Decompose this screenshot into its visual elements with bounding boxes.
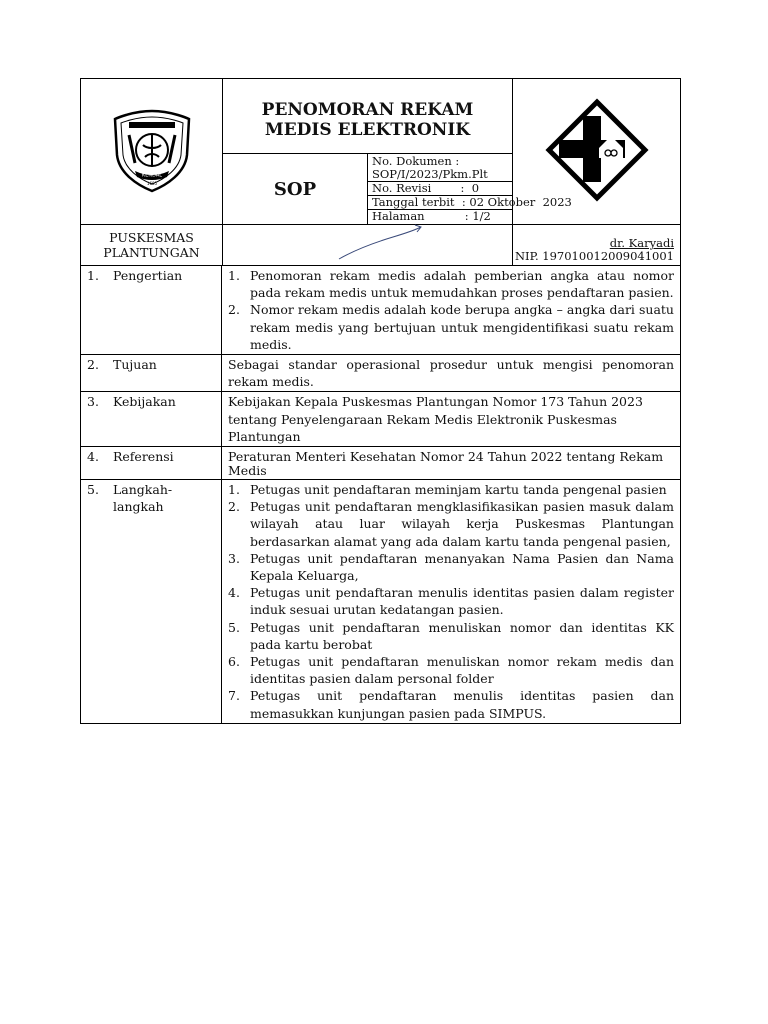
sop-document (80, 78, 681, 724)
header-table (80, 78, 681, 266)
list-item: 7. Petugas unit pendaftaran menulis identitas pasien dan memasukkan kunjungan pasien pada SIMPUS. (228, 688, 674, 721)
signature-cell (223, 225, 513, 266)
doc-number-value: SOP/I/2023/Pkm.Plt (372, 167, 488, 182)
organization-name: PUSKESMAS PLANTUNGAN (81, 225, 223, 266)
section-number: 3. (87, 394, 99, 410)
content-table (80, 265, 681, 724)
document-title: PENOMORAN REKAM MEDIS ELEKTRONIK (223, 79, 513, 154)
section-row (81, 447, 681, 480)
list-item: 1. Penomoran rekam medis adalah pemberian angka atau nomor pada rekam medis untuk memudahkan proses pendaftaran pasien. (228, 268, 674, 301)
section-row (81, 355, 681, 392)
section-number: 2. (87, 357, 99, 373)
section-text: Peraturan Menteri Kesehatan Nomor 24 Tahun 2022 tentang Rekam Medis (222, 447, 681, 480)
list-item: 3. Petugas unit pendaftaran menanyakan Nama Pasien dan Nama Kepala Keluarga, (228, 550, 674, 584)
section-number: 4. (87, 449, 99, 465)
signer-block (513, 225, 681, 266)
left-logo-cell (81, 79, 223, 225)
emblem-year-text: 1605 (146, 180, 157, 186)
list-item: 1. Petugas unit pendaftaran meminjam kartu tanda pengenal pasien (228, 482, 667, 498)
list-item: 2. Nomor rekam medis adalah kode berupa angka – angka dari suatu rekam medis yang bertujuan untuk mengidentifikasi suatu rekam medis. (228, 302, 674, 352)
sop-label: SOP (223, 154, 368, 225)
signer-nip: NIP. 197010012009041001 (514, 249, 674, 263)
list-item: 2. Petugas unit pendaftaran mengklasifikasikan pasien masuk dalam wilayah atau luar wilayah kerja Puskesmas Plantungan berdasarkan alamat yang ada dalam kartu tanda pengenal pasien, (228, 499, 674, 549)
list-item: 6. Petugas unit pendaftaran menuliskan nomor rekam medis dan identitas pasien dalam personal folder (228, 654, 674, 687)
section-row (81, 480, 681, 724)
list-item: 5. Petugas unit pendaftaran menuliskan nomor dan identitas KK pada kartu berobat (228, 619, 674, 652)
section-row (81, 266, 681, 355)
section-number: 5. (87, 482, 99, 498)
document-meta (368, 154, 572, 225)
section-label: Tujuan (113, 357, 157, 373)
revision-number: No. Revisi : 0 (368, 182, 512, 196)
section-row (81, 392, 681, 447)
signature-image (333, 223, 433, 263)
list-item: 4. Petugas unit pendaftaran menulis identitas pasien dalam register induk sesuai urutan kedatangan pasien. (228, 585, 674, 618)
emblem-banner-text: KENDAL (141, 172, 162, 178)
signer-name: dr. Karyadi (609, 236, 674, 250)
page-number: Halaman : 1/2 (372, 209, 491, 224)
section-label: Kebijakan (113, 394, 176, 410)
doc-number (368, 155, 512, 182)
kendal-emblem-icon (107, 105, 197, 195)
issue-date: Tanggal terbit : 02 Oktober 2023 (368, 196, 512, 210)
section-label: Langkah-langkah (113, 482, 173, 515)
section-text: Kebijakan Kepala Puskesmas Plantungan Nomor 173 Tahun 2023 tentang Penyelengaraan Rekam Medis Elektronik Puskesmas Plantungan (222, 392, 681, 447)
section-label: Referensi (113, 449, 174, 465)
puskesmas-cross-logo-icon (545, 98, 649, 202)
doc-number-label: No. Dokumen : (372, 154, 460, 169)
section-label: Pengertian (113, 268, 183, 283)
steps-list (228, 481, 674, 722)
section-number: 1. (87, 268, 99, 283)
definition-list (228, 267, 674, 353)
section-text: Sebagai standar operasional prosedur untuk mengisi penomoran rekam medis. (222, 355, 681, 392)
